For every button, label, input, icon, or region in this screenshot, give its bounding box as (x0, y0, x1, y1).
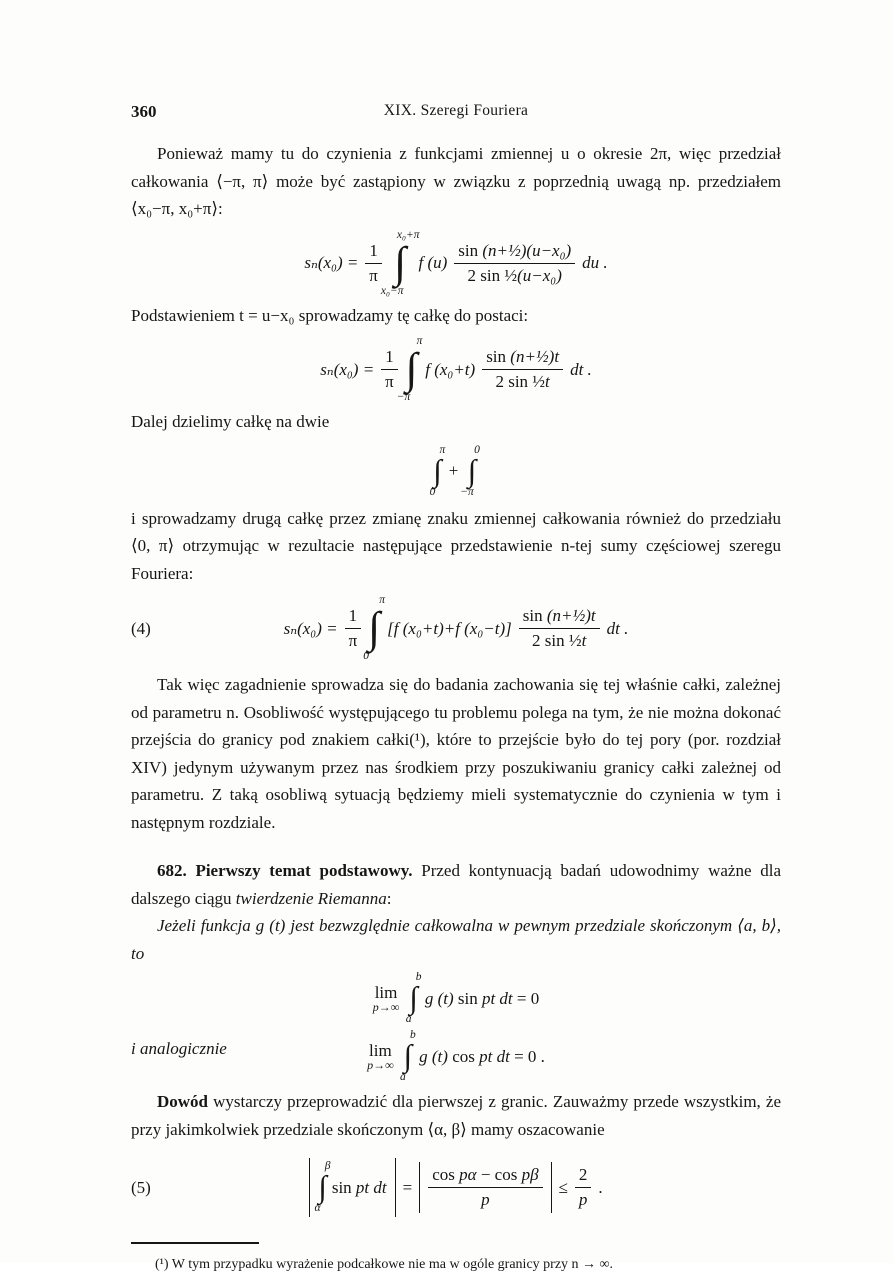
integral-icon: ∫ (433, 452, 442, 488)
end-period: . (598, 1177, 603, 1197)
formula1-upper-limit: x₀+π (396, 228, 420, 241)
footnote-rule (131, 1242, 259, 1244)
split1-lower-limit: 0 (429, 485, 436, 498)
limit-operator (373, 984, 400, 1014)
proof-lead: Dowód (157, 1092, 209, 1111)
formula4-upper-limit: π (379, 594, 386, 606)
formula1-differential: du . (582, 253, 608, 272)
formula2-kernel-num (482, 347, 563, 370)
analog-label: i analogicznie (131, 1039, 227, 1058)
cos-label: cos (432, 1165, 460, 1184)
split-integral-2 (460, 443, 480, 498)
cos-difference-num (428, 1165, 542, 1188)
section-682-colon: : (386, 888, 392, 908)
formula4-integral (363, 594, 386, 662)
formula-5 (131, 1158, 781, 1217)
formula4-num-arg: (n+½)t (546, 606, 596, 625)
section-682-heading: 682. Pierwszy temat podstawowy. (157, 861, 413, 880)
formula4-lhs: sₙ(x₀) = (283, 618, 338, 638)
formula-partial-sum-u (131, 230, 781, 297)
formula5-integrand (332, 1178, 387, 1198)
two-over-p-num: 2 (575, 1165, 592, 1188)
equation-label-4: (4) (131, 618, 151, 638)
limit-operator (367, 1042, 394, 1072)
p-alpha: pα (459, 1165, 477, 1184)
theorem-statement: Jeżeli funkcja g (t) jest bezwzględnie całkowalna w pewnym przedziale skończonym ⟨a, b⟩, to (131, 916, 781, 963)
formula-riemann-sin (131, 972, 781, 1025)
formula-partial-sum-t (131, 336, 781, 403)
formula2-kernel-den (495, 370, 549, 392)
cos-label: cos (452, 1046, 480, 1066)
formula4-kernel-den (532, 629, 586, 651)
formula2-lower-limit: −π (396, 391, 411, 403)
integral-icon: ∫ (405, 344, 418, 393)
formula4-coef-num: 1 (345, 606, 362, 629)
formula4-kernel-num (519, 606, 600, 629)
riemann-theorem-name: twierdzenie Riemanna (235, 888, 387, 908)
sin-label: sin (522, 606, 547, 625)
formula4-coef-fraction (345, 606, 362, 651)
proof-paragraph (131, 1088, 781, 1143)
lim1-body (425, 989, 539, 1009)
lim1-g: g (t) (424, 988, 458, 1008)
formula2-differential: dt . (570, 359, 592, 379)
split1-upper-limit: π (439, 443, 446, 456)
split2-lower-limit: −π (460, 485, 474, 498)
footnote-text: (¹) W tym przypadku wyrażenie podcałkowe nie ma w ogóle granicy przy n → ∞. (155, 1257, 614, 1272)
equation-label-5: (5) (131, 1177, 151, 1197)
formula2-integrand: f (x₀+t) (425, 359, 476, 379)
lim-label: lim (369, 1040, 392, 1060)
plus-sign: + (448, 461, 459, 480)
sin-label: sin (331, 1177, 356, 1197)
page-content (131, 102, 781, 1275)
formula1-kernel-den (468, 264, 562, 286)
formula5-upper-limit: β (324, 1160, 331, 1172)
lim-subscript: p→∞ (367, 1057, 394, 1072)
lim2-ptdt: pt dt (479, 1046, 515, 1066)
formula2-coef-num: 1 (381, 347, 398, 370)
paragraph-discussion: Tak więc zagadnienie sprowadza się do badania zachowania się tej właśnie całki, zależnej od parametru n. Osobliwość występującego tu problemu polega na tym, że nie można dokonać przejścia do granicy pod znakiem całki(¹), które to przejście było do tej pory (por. rozdział XIV) jedynym używanym przez nas środkiem przy poszukiwaniu granicy całki zależnej od parametru. Z taką osobliwą sytuacją będziemy mieli systematycznie do czynienia w tym i następnym rozdziale. (131, 675, 781, 832)
formula1-coef-den: π (369, 265, 378, 285)
equals-sign: = (402, 1177, 413, 1197)
formula1-kernel-fraction (454, 241, 575, 286)
formula4-coef-den: π (348, 631, 358, 650)
abs-value-fraction (419, 1162, 551, 1213)
leq-sign: ≤ (558, 1177, 568, 1197)
formula2-lhs: sₙ(x₀) = (320, 359, 375, 379)
formula1-kernel-num (454, 241, 575, 264)
lim2-body (419, 1047, 545, 1067)
formula4-differential: dt . (606, 618, 629, 638)
formula1-lower-limit: x₀−π (380, 284, 404, 297)
cos-difference-fraction (428, 1165, 542, 1210)
lim2-equals-zero: = 0 . (514, 1046, 545, 1066)
integral-icon: ∫ (403, 1038, 413, 1073)
formula2-integral (396, 335, 423, 403)
paragraph-reduction: i sprowadzamy drugą całkę przez zmianę znaku zmiennej całkowania również do przedziału ⟨0, π⟩ otrzymując w rezultacie następujące przedstawienie n-tej sumy częściowej szeregu Fouriera: (131, 508, 781, 583)
proof-rest: wystarczy przeprowadzić dla pierwszej z granic. Zauważmy przede wszystkim, że przy jakimkolwiek przedziale skończonym ⟨α, β⟩ mamy oszacowanie (131, 1092, 781, 1139)
cos-label: cos (494, 1165, 522, 1184)
formula2-coef-fraction (381, 347, 398, 392)
integral-icon: ∫ (467, 452, 477, 488)
formula4-lower-limit: 0 (363, 650, 370, 662)
section-682 (131, 857, 781, 912)
formula2-num-arg: (n+½)t (510, 347, 560, 366)
formula1-lhs: sₙ(x₀) = (304, 253, 359, 272)
integral-icon: ∫ (409, 980, 418, 1015)
formula4-den-arg: t (581, 631, 587, 650)
formula2-upper-limit: π (416, 335, 423, 347)
lim-subscript: p→∞ (372, 999, 400, 1014)
sin-label: sin (486, 347, 511, 366)
integral-icon: ∫ (318, 1169, 327, 1204)
two-sin-half-label: 2 sin ½ (495, 372, 546, 391)
sin-label: sin (457, 988, 482, 1008)
formula2-kernel-fraction (482, 347, 563, 392)
two-sin-half-label: 2 sin ½ (467, 265, 518, 285)
page-number: 360 (131, 102, 157, 121)
lim1-lower-limit: a (405, 1013, 412, 1025)
lim2-upper-limit: b (410, 1029, 416, 1041)
formula5-integral (314, 1160, 331, 1214)
two-over-p-den: p (578, 1190, 588, 1209)
abs-value-integral (309, 1158, 395, 1217)
formula1-integrand: f (u) (418, 253, 448, 272)
formula-integral-split (131, 445, 781, 498)
cos-difference-den: p (481, 1190, 490, 1209)
two-sin-half-label: 2 sin ½ (532, 631, 582, 650)
lim2-lower-limit: a (400, 1071, 406, 1083)
integral-icon: ∫ (394, 237, 407, 287)
formula2-den-arg: t (545, 372, 550, 391)
formula-4 (131, 595, 781, 662)
running-title: XIX. Szeregi Fouriera (383, 102, 529, 119)
lim1-ptdt: pt dt (481, 988, 517, 1008)
split-integral-1 (429, 443, 446, 498)
split2-upper-limit: 0 (474, 443, 480, 456)
lim2-g: g (t) (419, 1046, 453, 1066)
integral-icon: ∫ (368, 603, 381, 652)
formula-riemann-cos (131, 1030, 781, 1083)
section-682-intro: Przed kontynuacją badań udowodnimy ważne dla dalszego ciągu (131, 861, 781, 908)
formula2-coef-den: π (385, 372, 394, 391)
formula5-ptdt: pt dt (355, 1177, 387, 1197)
p-beta: pβ (521, 1165, 539, 1184)
formula1-integral (380, 228, 420, 297)
lim2-integral (400, 1029, 416, 1083)
sin-label: sin (458, 240, 483, 260)
lim1-integral (405, 971, 422, 1025)
lim-label: lim (374, 982, 398, 1002)
lim1-equals-zero: = 0 (516, 988, 540, 1008)
formula1-coef-fraction (365, 241, 382, 286)
formula5-lower-limit: α (314, 1202, 321, 1214)
formula4-integrand: [f (x₀+t)+f (x₀−t)] (387, 618, 512, 638)
two-over-p-fraction (575, 1165, 592, 1210)
formula1-num-arg: (n+½)(u−x₀) (482, 240, 572, 260)
paragraph-intro: Ponieważ mamy tu do czynienia z funkcjami zmiennej u o okresie 2π, więc przedział całkowania ⟨−π, π⟩ może być zastąpiony w związku z poprzednią uwagą np. przedziałem ⟨x₀−π, x₀+π⟩: (131, 144, 781, 218)
minus-sign: − (476, 1165, 495, 1184)
formula1-den-arg: (u−x₀) (517, 265, 562, 285)
formula4-kernel-fraction (519, 606, 600, 651)
formula1-coef-num: 1 (365, 241, 382, 264)
page-header (131, 102, 781, 124)
paragraph-substitution: Podstawieniem t = u−x₀ sprowadzamy tę całkę do postaci: (131, 305, 529, 325)
paragraph-split: Dalej dzielimy całkę na dwie (131, 412, 330, 431)
lim1-upper-limit: b (415, 971, 422, 983)
